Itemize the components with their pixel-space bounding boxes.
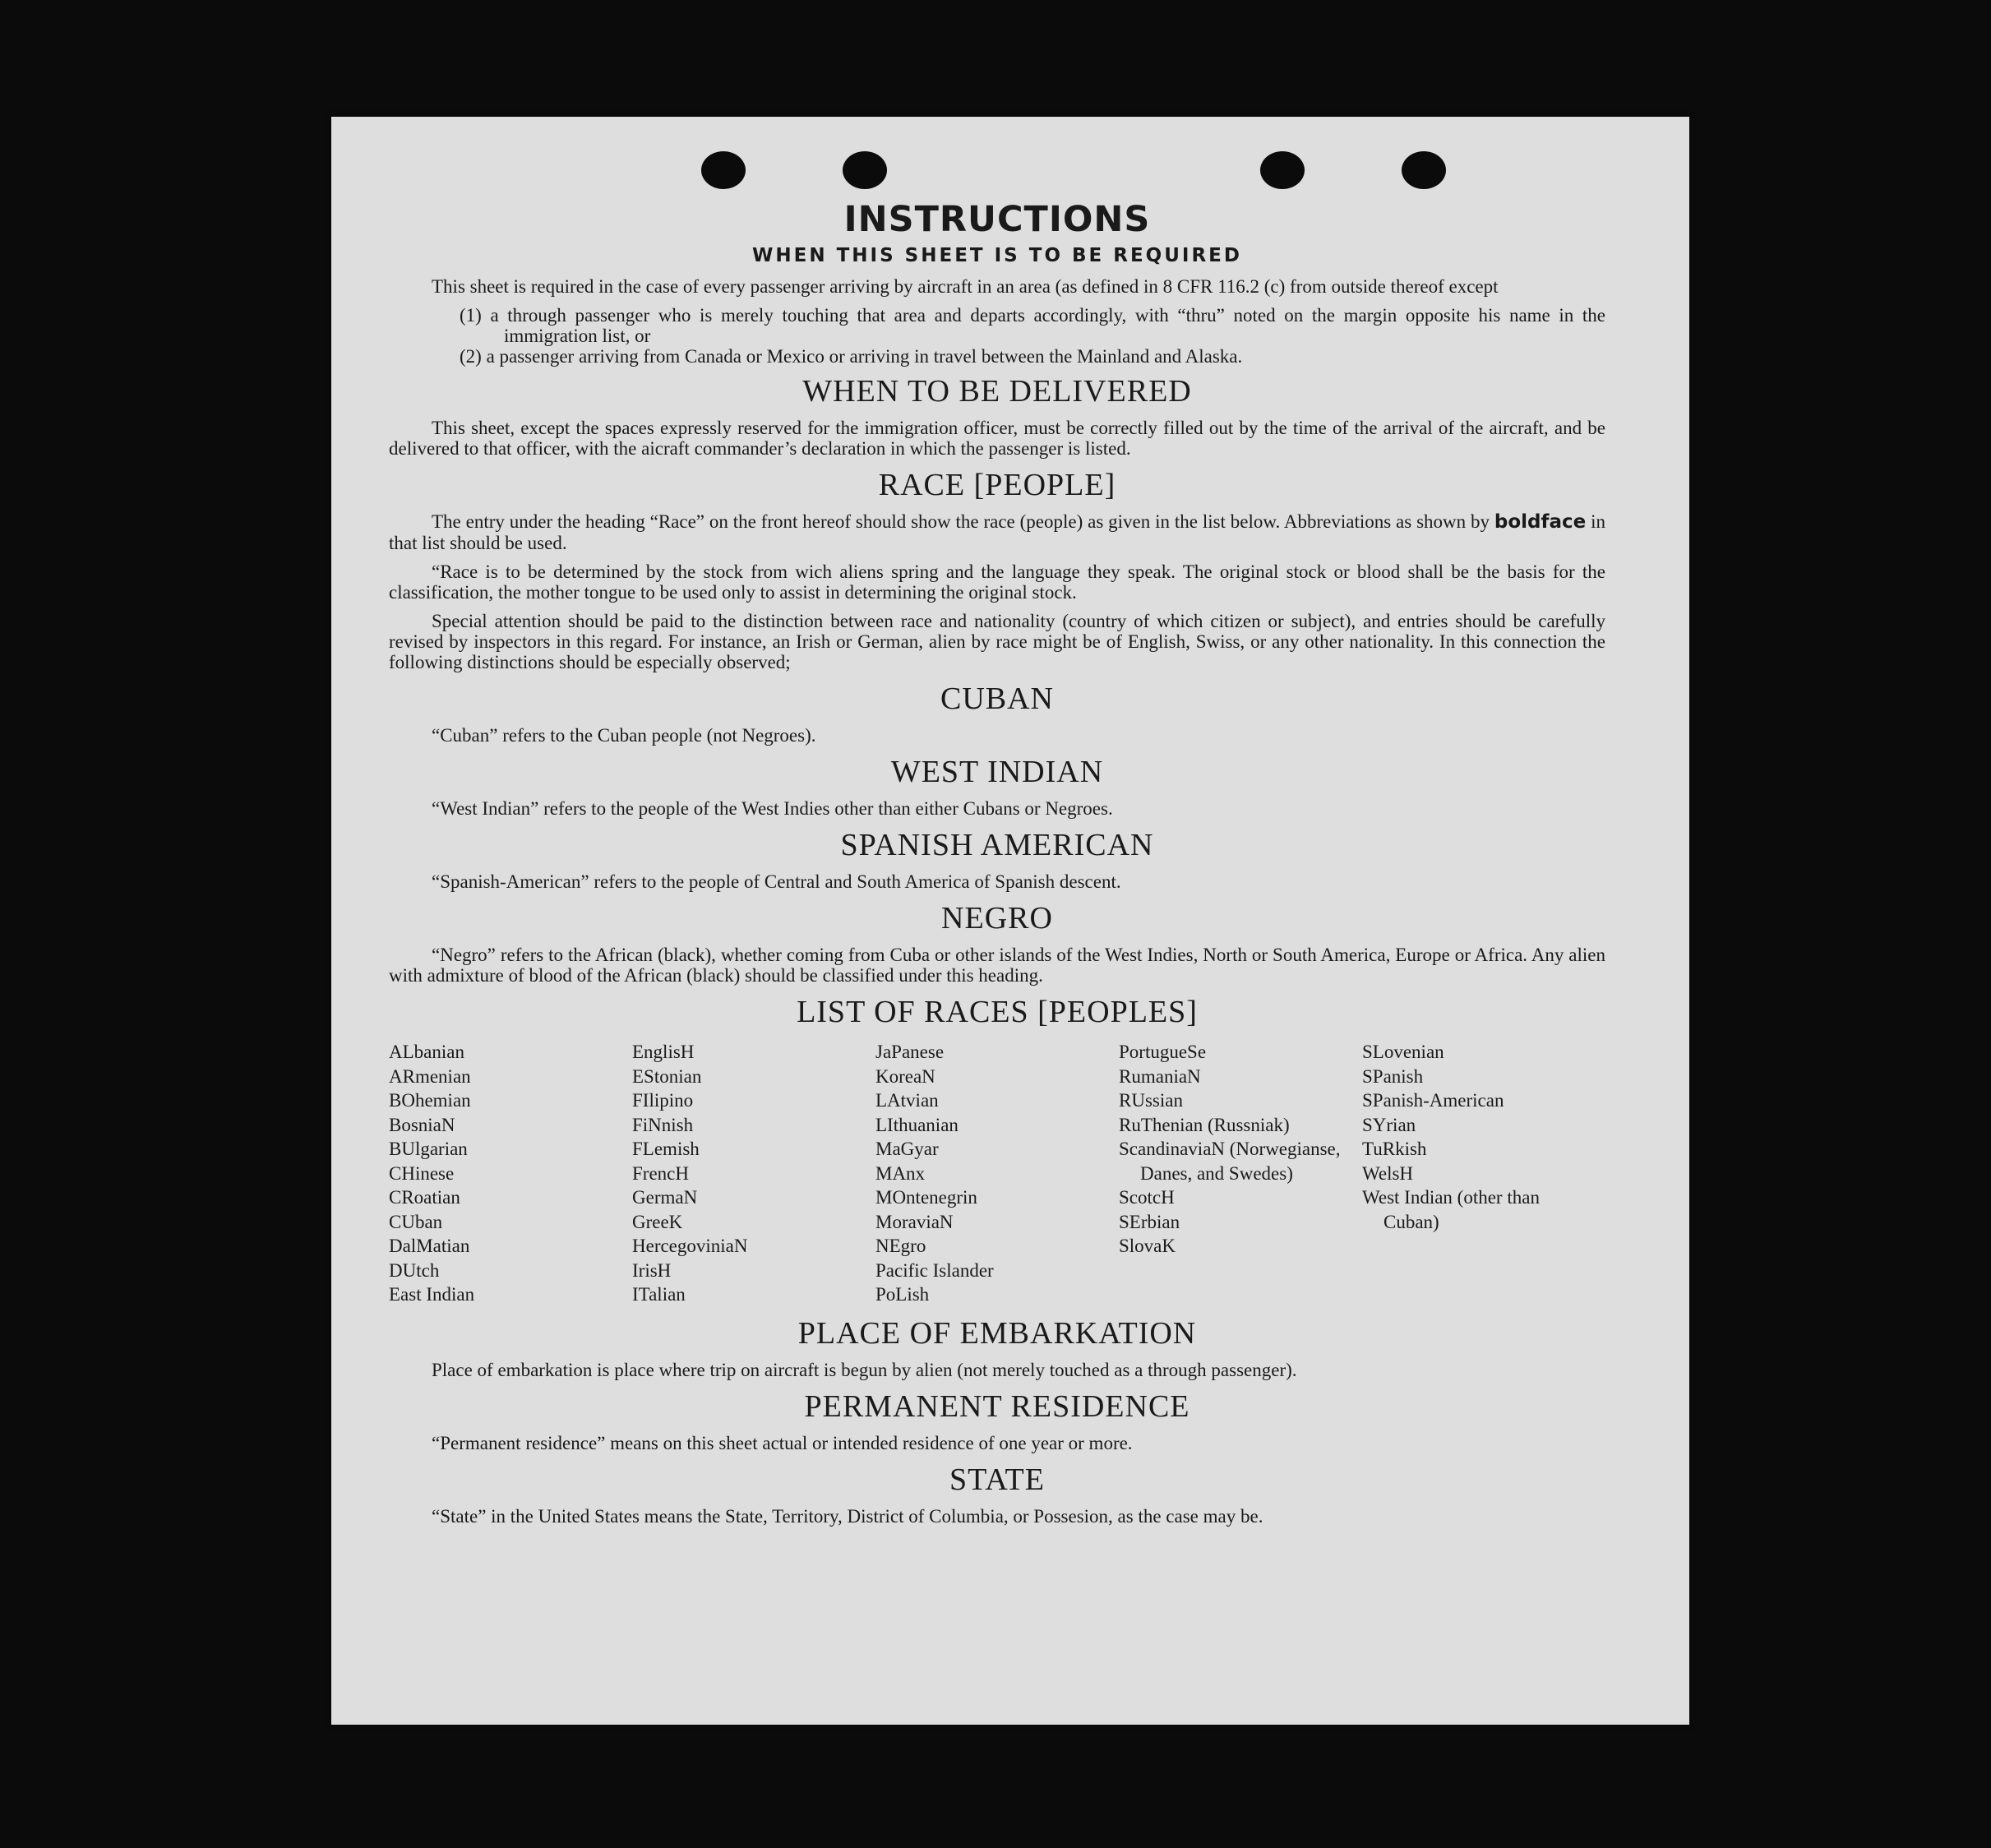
race-item: PortugueSe (1119, 1042, 1207, 1062)
document-page (331, 117, 1689, 1725)
race-item: SErbian (1119, 1211, 1180, 1232)
race-item: ALbanian (389, 1042, 464, 1062)
punch-hole (701, 151, 746, 189)
heading-when-delivered: WHEN TO BE DELIVERED (802, 374, 1192, 409)
embarkation-text: Place of embarkation is place where trip on aircraft is begun by alien (not merely touched as a through passenger). (432, 1359, 1297, 1380)
cuban-text: “Cuban” refers to the Cuban people (not Negroes). (432, 725, 816, 746)
delivered-text: This sheet, except the spaces expressly reserved for the immigration officer, must be correctly filled out by the time of the arrival of the aircraft, and be delivered to that officer, with the aicraft commander’s declaration in which the passenger is listed. (389, 418, 1605, 459)
heading-negro: NEGRO (941, 901, 1053, 936)
race-item: WelsH (1362, 1162, 1414, 1184)
race-item: GermaN (632, 1187, 698, 1208)
race-item: Pacific Islander (875, 1259, 994, 1281)
race-item: MaGyar (875, 1139, 939, 1159)
exception-2: (2) a passenger arriving from Canada or Mexico or arriving in travel between the Mainland and Alaska. (460, 346, 1243, 367)
race-item: RuThenian (Russniak) (1119, 1114, 1290, 1135)
west-indian-text: “West Indian” refers to the people of the West Indies other than either Cubans or Negroes. (432, 798, 1113, 819)
race-p1-text-end: in that list should be used. (389, 511, 1606, 553)
race-item: EnglisH (632, 1042, 695, 1062)
document-subtitle: WHEN THIS SHEET IS TO BE REQUIRED (752, 245, 1242, 266)
heading-cuban: CUBAN (940, 681, 1055, 716)
race-item: SlovaK (1119, 1236, 1176, 1256)
document-content (389, 199, 1605, 1535)
race-item: SPanish (1362, 1065, 1424, 1087)
race-item: HercegoviniaN (632, 1236, 748, 1256)
heading-west-indian: WEST INDIAN (890, 755, 1104, 789)
race-item: JaPanese (875, 1042, 945, 1062)
race-item: BUlgarian (389, 1139, 468, 1159)
heading-list-of-races: LIST OF RACES [PEOPLES] (797, 995, 1198, 1029)
race-item: NEgro (875, 1236, 926, 1256)
race-item: MOntenegrin (875, 1187, 977, 1208)
race-item: FiNnish (632, 1114, 694, 1135)
punch-hole (1260, 151, 1305, 189)
race-item: ScotcH (1119, 1187, 1175, 1208)
race-item: RUssian (1119, 1090, 1183, 1111)
heading-state: STATE (949, 1462, 1045, 1497)
races-list (389, 1040, 1605, 1307)
race-item: LAtvian (875, 1090, 939, 1111)
state-text: “State” in the United States means the State, Territory, District of Columbia, or Possesion, as the case may be. (432, 1505, 1263, 1527)
races-column (1362, 1040, 1605, 1307)
race-item: CHinese (389, 1162, 455, 1184)
race-item: BOhemian (389, 1090, 471, 1111)
race-item: ARmenian (389, 1065, 471, 1087)
race-item: MAnx (875, 1162, 926, 1184)
race-item: TuRkish (1362, 1139, 1427, 1159)
required-intro: This sheet is required in the case of every passenger arriving by aircraft in an area (as defined in 8 CFR 116.2 (c) from outside thereof except (432, 276, 1499, 297)
race-item: FLemish (632, 1139, 700, 1159)
race-item: IrisH (632, 1259, 672, 1281)
race-paragraph-2: “Race is to be determined by the stock from wich aliens spring and the language they speak. The original stock or blood shall be the basis for the classification, the mother tongue to be used only to assist in determining the original stock. (389, 561, 1605, 603)
spanish-american-text: “Spanish-American” refers to the people of Central and South America of Spanish descent. (432, 871, 1121, 892)
race-item: BosniaN (389, 1114, 455, 1135)
heading-spanish-american: SPANISH AMERICAN (840, 828, 1154, 862)
race-item: SPanish-American (1362, 1090, 1504, 1111)
residence-text: “Permanent residence” means on this sheet actual or intended residence of one year or more. (432, 1432, 1133, 1453)
race-item: FrencH (632, 1162, 689, 1184)
heading-place-of-embarkation: PLACE OF EMBARKATION (797, 1315, 1197, 1351)
race-item: FIlipino (632, 1090, 694, 1111)
race-paragraph-1 (389, 511, 1605, 553)
race-item: CRoatian (389, 1187, 460, 1208)
race-item: ScandinaviaN (Norwegianse, Danes, and Swedes) (1119, 1139, 1341, 1184)
exception-1: (1) a through passenger who is merely touching that area and departs accordingly, with “thru” noted on the margin opposite his name in the immigration list, or (460, 305, 1605, 346)
race-item: East Indian (389, 1284, 475, 1305)
race-p1-text: The entry under the heading “Race” on the front hereof should show the race (people) as given in the list below. Abbreviations as shown by (432, 511, 1494, 532)
race-paragraph-3: Special attention should be paid to the distinction between race and nationality (country of which citizen or subject), and entries should be carefully revised by inspectors in this regard. For instance, an Irish or German, alien by race might be of English, Swiss, or any other nationality. In this connection the following distinctions should be especially observed; (389, 611, 1605, 672)
punch-hole (843, 151, 887, 189)
races-column (632, 1040, 875, 1307)
race-item: LIthuanian (875, 1114, 959, 1135)
race-item: West Indian (other than Cuban) (1362, 1187, 1540, 1232)
race-item: RumaniaN (1119, 1065, 1201, 1087)
race-item: KoreaN (875, 1065, 935, 1087)
race-item: DalMatian (389, 1236, 470, 1256)
race-item: GreeK (632, 1211, 683, 1232)
race-item: SYrian (1362, 1114, 1416, 1135)
race-item: DUtch (389, 1259, 440, 1281)
race-item: CUban (389, 1211, 443, 1232)
race-item: EStonian (632, 1065, 702, 1087)
race-item: PoLish (875, 1284, 930, 1305)
negro-text: “Negro” refers to the African (black), whether coming from Cuba or other islands of the West Indies, North or South America, Europe or Africa. Any alien with admixture of blood of the African (black) should be classified under this heading. (389, 945, 1605, 986)
heading-race: RACE [PEOPLE] (878, 468, 1116, 502)
races-column (389, 1040, 632, 1307)
races-column (1119, 1040, 1362, 1307)
race-item: MoraviaN (875, 1211, 954, 1232)
boldface-word: boldface (1494, 511, 1587, 533)
punch-hole (1402, 151, 1446, 189)
heading-permanent-residence: PERMANENT RESIDENCE (804, 1388, 1190, 1424)
document-title: INSTRUCTIONS (843, 199, 1151, 240)
race-item: SLovenian (1362, 1042, 1444, 1062)
race-item: ITalian (632, 1284, 686, 1305)
races-column (875, 1040, 1119, 1307)
